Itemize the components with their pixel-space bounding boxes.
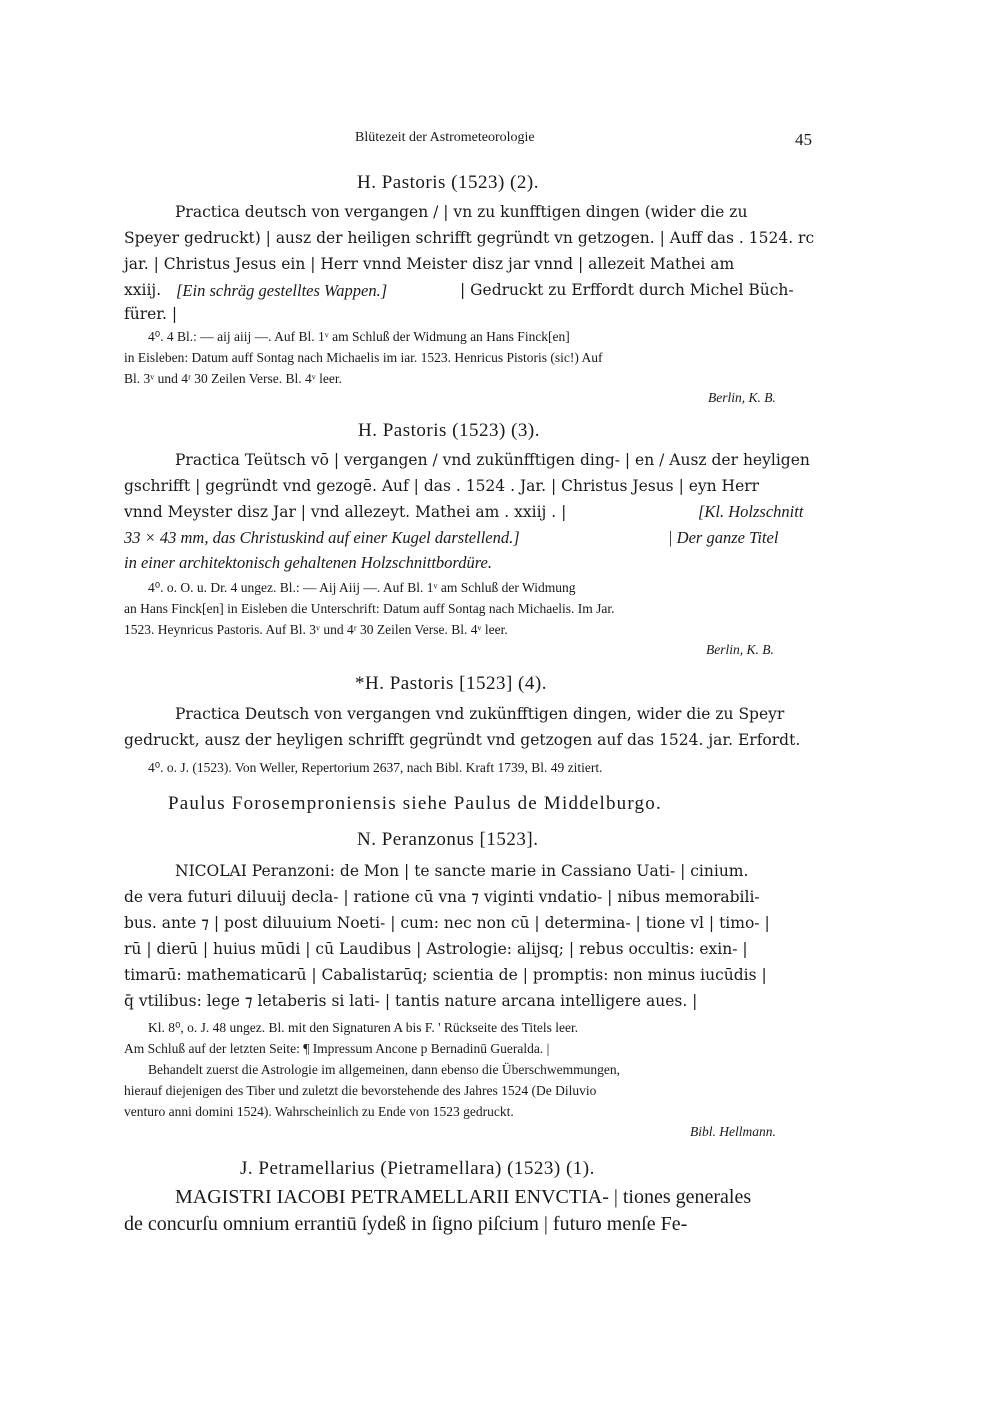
title-line: jar. | Christus Jesus ein | Herr vnnd Meister disz jar vnnd | allezeit Mathei am bbox=[124, 255, 735, 273]
title-line: q̄ vtilibus: lege ⁊ letaberis si lati- | tantis nature arcana intelligere aues. | bbox=[124, 992, 698, 1010]
title-line: Practica deutsch von vergangen / | vn zu kunfftigen dingen (wider die zu bbox=[175, 203, 748, 221]
holding-library: Berlin, K. B. bbox=[708, 390, 776, 405]
entry-heading: N. Peranzonus [1523]. bbox=[357, 829, 539, 850]
title-line: gedruckt, ausz der heyligen schrifft gegründt vnd getzogen auf das 1524. jar. Erfordt. bbox=[124, 731, 801, 749]
title-line: Speyer gedruckt) | ausz der heiligen schrifft gegründt vn getzogen. | Auff das . 1524. rc bbox=[124, 229, 815, 247]
description-line: Behandelt zuerst die Astrologie im allgemeinen, dann ebenso die Überschwemmungen, bbox=[148, 1062, 620, 1077]
description-line: venturo anni domini 1524). Wahrscheinlich zu Ende von 1523 gedruckt. bbox=[124, 1104, 514, 1119]
title-line: MAGISTRI IACOBI PETRAMELLARII ENVCTIA- | tiones generales bbox=[175, 1186, 752, 1208]
entry-heading: H. Pastoris (1523) (2). bbox=[357, 172, 539, 193]
description-line: 1523. Heynricus Pastoris. Auf Bl. 3ᵛ und 4ʳ 30 Zeilen Verse. Bl. 4ᵛ leer. bbox=[124, 622, 508, 637]
holding-library: Berlin, K. B. bbox=[706, 642, 774, 657]
description-line: 4⁰. 4 Bl.: — aij aiij —. Auf Bl. 1ᵛ am Schluß der Widmung an Hans Finck[en] bbox=[148, 329, 570, 344]
title-line: de concurſu omnium errantiū ſydeß in ſigno piſcium | futuro menſe Fe- bbox=[124, 1213, 688, 1235]
description-line: Kl. 8⁰, o. J. 48 ungez. Bl. mit den Signaturen A bis F. ' Rückseite des Titels leer. bbox=[148, 1020, 579, 1035]
title-line: vnnd Meyster disz Jar | vnd allezeyt. Mathei am . xxiij . | bbox=[124, 503, 567, 521]
title-line: rū | dierū | huius mūdi | cū Laudibus | Astrologie: alijsq; | rebus occultis: exin- | bbox=[124, 940, 748, 958]
title-line: bus. ante ⁊ | post diluuium Noeti- | cum: nec non cū | determina- | tione vl | timo- | bbox=[124, 914, 770, 932]
title-line: xxiij. bbox=[124, 281, 162, 299]
description-line: 4⁰. o. O. u. Dr. 4 ungez. Bl.: — Aij Aiij —. Auf Bl. 1ᵛ am Schluß der Widmung bbox=[148, 580, 576, 595]
title-line: de vera futuri diluuij decla- | ratione cū vna ⁊ viginti vndatio- | nibus memorabili- bbox=[124, 888, 760, 906]
holding-library: Bibl. Hellmann. bbox=[690, 1124, 776, 1139]
title-line: Practica Deutsch von vergangen vnd zukünfftigen dingen, wider die zu Speyr bbox=[175, 705, 785, 723]
entry-heading: H. Pastoris (1523) (3). bbox=[358, 420, 540, 441]
description-line: 4⁰. o. J. (1523). Von Weller, Repertorium 2637, nach Bibl. Kraft 1739, Bl. 49 zitiert. bbox=[148, 760, 603, 775]
description-line: Am Schluß auf der letzten Seite: ¶ Impressum Ancone p Bernadinū Gueralda. | bbox=[124, 1041, 550, 1056]
illustration-note: [Kl. Holzschnitt bbox=[698, 502, 804, 521]
entry-heading: J. Petramellarius (Pietramellara) (1523) (1). bbox=[240, 1158, 595, 1179]
running-title: Blütezeit der Astrometeorologie bbox=[355, 130, 535, 145]
illustration-note: in einer architektonisch gehaltenen Holzschnittbordüre. bbox=[124, 553, 492, 572]
title-line: NICOLAI Peranzoni: de Mon | te sancte marie in Cassiano Uati- | cinium. bbox=[175, 862, 749, 880]
description-line: in Eisleben: Datum auff Sontag nach Michaelis im iar. 1523. Henricus Pistoris (sic!) Auf bbox=[124, 350, 603, 365]
title-line: gschrifft | gegründt vnd gezogē. Auf | das . 1524 . Jar. | Christus Jesus | eyn Herr bbox=[124, 477, 760, 495]
description-line: hierauf diejenigen des Tiber und zuletzt die bevorstehende des Jahres 1524 (De Diluvio bbox=[124, 1083, 597, 1098]
title-line: Practica Teütsch vō | vergangen / vnd zukünfftigen ding- | en / Ausz der heyligen bbox=[175, 451, 810, 469]
cross-reference: Paulus Forosemproniensis siehe Paulus de Middelburgo. bbox=[168, 793, 662, 814]
entry-heading: *H. Pastoris [1523] (4). bbox=[355, 673, 547, 694]
title-line: | Gedruckt zu Erffordt durch Michel Büch- bbox=[460, 281, 794, 299]
illustration-note: 33 × 43 mm, das Christuskind auf einer Kugel darstellend.] bbox=[124, 528, 520, 547]
illustration-note: | Der ganze Titel bbox=[668, 528, 779, 547]
page-number: 45 bbox=[795, 130, 812, 149]
title-line: timarū: mathematicarū | Cabalistarūq; scientia de | promptis: non minus iucūdis | bbox=[124, 966, 767, 984]
title-line: fürer. | bbox=[124, 305, 178, 323]
description-line: Bl. 3ᵛ und 4ʳ 30 Zeilen Verse. Bl. 4ᵛ leer. bbox=[124, 371, 342, 386]
description-line: an Hans Finck[en] in Eisleben die Unterschrift: Datum auff Sontag nach Michaelis. Im Jar. bbox=[124, 601, 615, 616]
illustration-note: [Ein schräg gestelltes Wappen.] bbox=[176, 281, 388, 300]
